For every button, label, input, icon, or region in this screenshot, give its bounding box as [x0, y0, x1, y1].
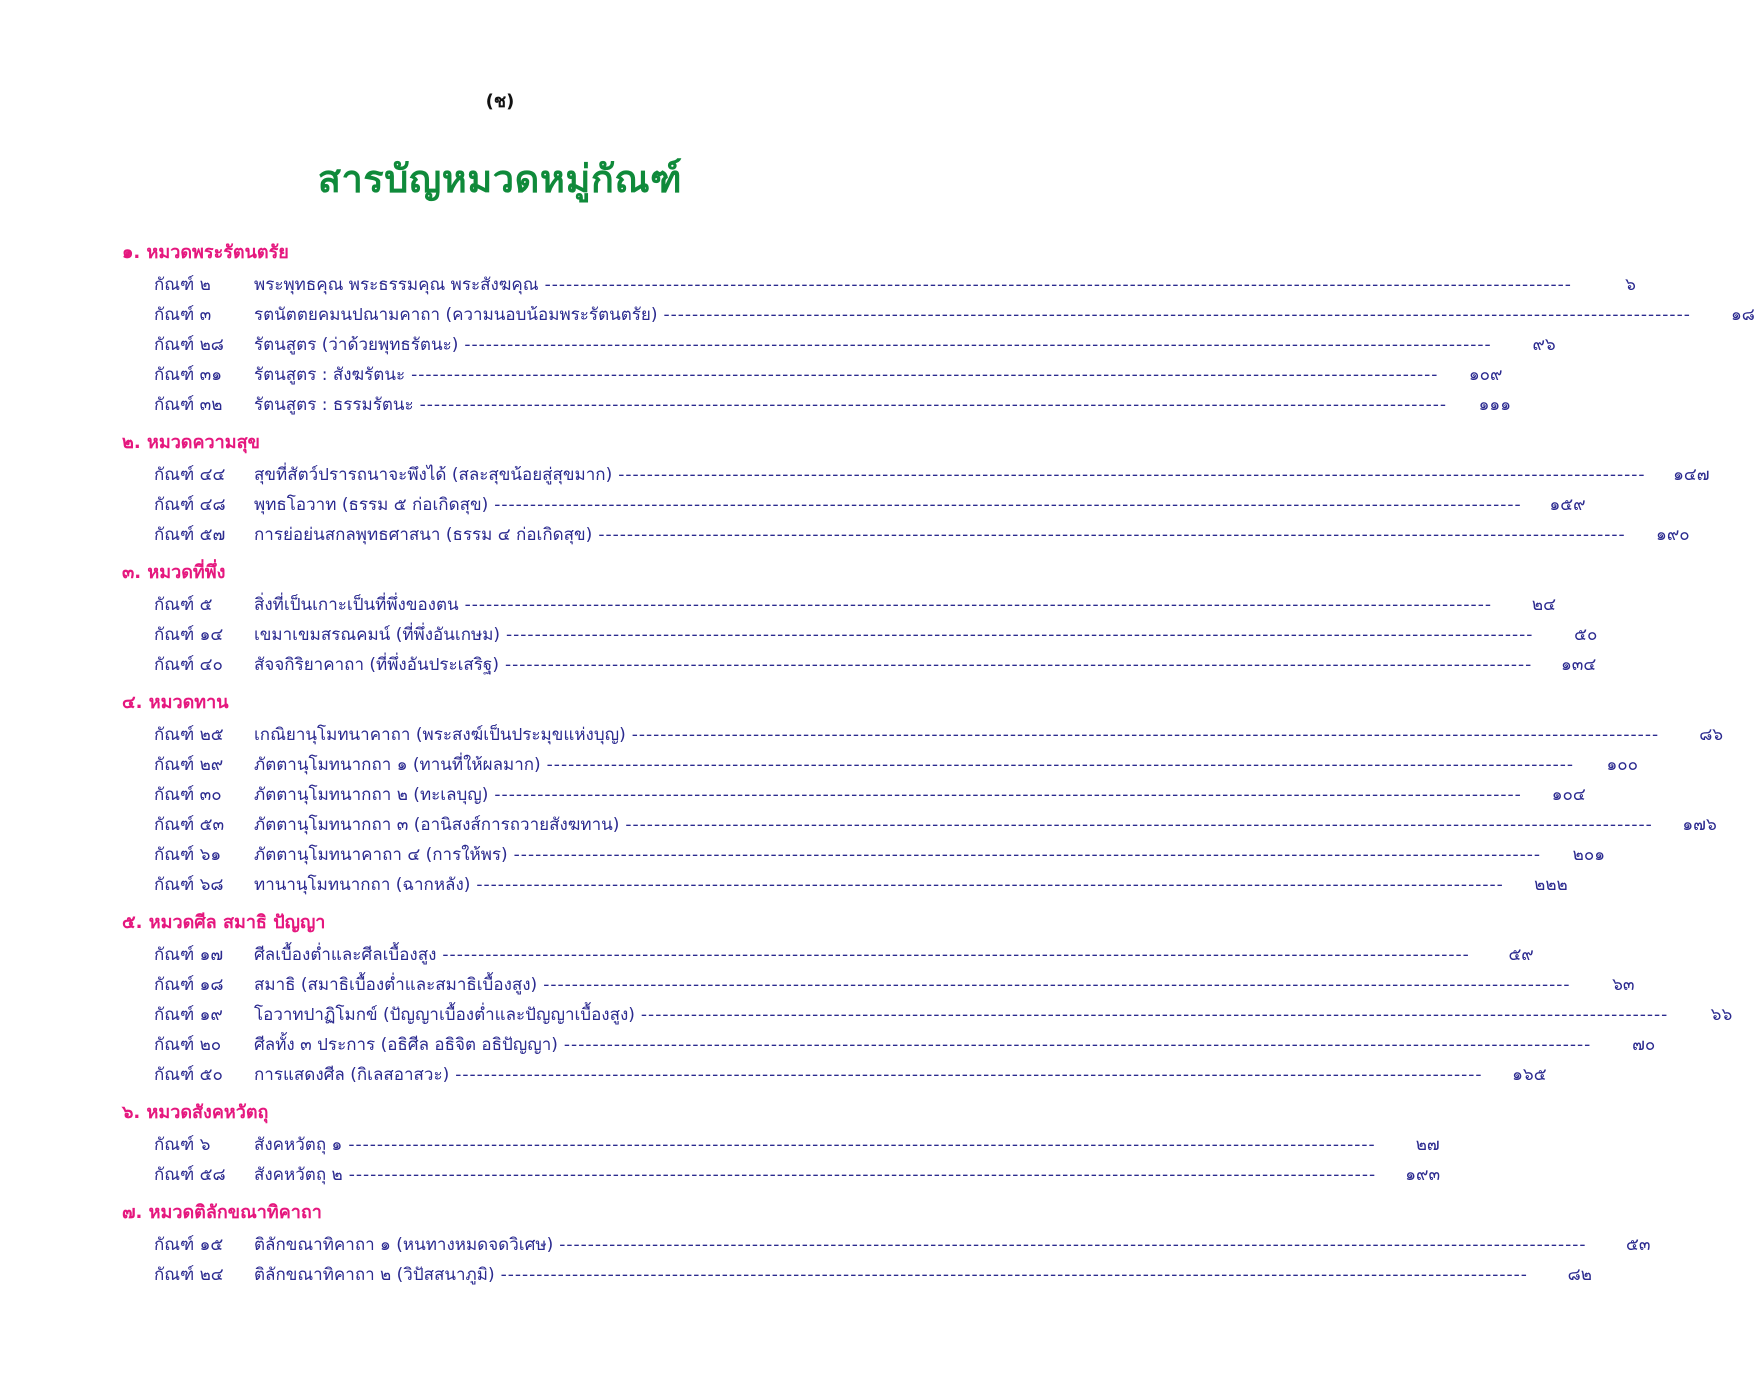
entry-label: กัณฑ์ ๕๓	[154, 815, 225, 835]
page-title: สารบัญหมวดหมู่กัณฑ์	[317, 157, 683, 201]
entry-leader	[625, 810, 1652, 840]
entry-title: สัจจกิริยาคาถา (ที่พึ่งอันประเสริฐ)	[254, 655, 499, 675]
entry-page: ๕๙	[1508, 945, 1534, 965]
entry-leader	[442, 940, 1469, 970]
toc-entry[interactable]	[122, 1000, 1733, 1030]
toc-entry[interactable]	[122, 1030, 1656, 1060]
toc-entry[interactable]	[122, 300, 1755, 330]
entry-title: สิ่งที่เป็นเกาะเป็นที่พึ่งของตน	[254, 595, 459, 615]
entry-title: รตนัตตยคมนปณามคาถา (ความนอบน้อมพระรัตนตรัย)	[254, 305, 658, 325]
entry-page: ๒๗	[1415, 1135, 1440, 1155]
entry-leader	[494, 490, 1521, 520]
toc-entry[interactable]	[122, 490, 1586, 520]
entry-label: กัณฑ์ ๒๔	[154, 1265, 224, 1285]
entry-title: การย่อย่นสกลพุทธศาสนา (ธรรม ๔ ก่อเกิดสุข)	[254, 525, 593, 545]
entry-label: กัณฑ์ ๖๑	[154, 845, 222, 865]
entry-label: กัณฑ์ ๔๔	[154, 465, 226, 485]
toc-section	[122, 1196, 1651, 1290]
section-heading: ๓. หมวดที่พึ่ง	[122, 562, 226, 583]
entry-label: กัณฑ์ ๓	[154, 305, 212, 325]
entry-leader	[505, 650, 1532, 680]
entry-label: กัณฑ์ ๕๘	[154, 1165, 226, 1185]
entry-page: ๑๖๕	[1512, 1065, 1547, 1085]
entry-page: ๑๗๖	[1682, 815, 1717, 835]
entry-leader	[420, 390, 1447, 420]
entry-title: ศีลเบื้องต่ำและศีลเบื้องสูง	[254, 945, 437, 965]
toc-entry[interactable]	[122, 1060, 1547, 1090]
entry-page: ๖๓	[1612, 975, 1635, 995]
toc-entry[interactable]	[122, 590, 1556, 620]
entry-title: ภัตตานุโมทนากถา ๓ (อานิสงส์การถวายสังฆทาน)	[254, 815, 620, 835]
section-heading: ๕. หมวดศีล สมาธิ ปัญญา	[122, 912, 326, 933]
toc-section	[122, 686, 1724, 900]
entry-label: กัณฑ์ ๓๒	[154, 395, 223, 415]
entry-leader	[618, 460, 1645, 490]
section-heading: ๔. หมวดทาน	[122, 692, 229, 713]
entry-label: กัณฑ์ ๑๔	[154, 625, 224, 645]
entry-leader	[494, 780, 1521, 810]
entry-title: พระพุทธคุณ พระธรรมคุณ พระสังฆคุณ	[254, 275, 539, 295]
entry-title: พุทธโอวาท (ธรรม ๕ ก่อเกิดสุข)	[254, 495, 489, 515]
toc-entry[interactable]	[122, 360, 1503, 390]
entry-label: กัณฑ์ ๖๘	[154, 875, 224, 895]
entry-label: กัณฑ์ ๔๐	[154, 655, 223, 675]
entry-page: ๗๐	[1632, 1035, 1656, 1055]
entry-label: กัณฑ์ ๓๑	[154, 365, 222, 385]
entry-leader	[543, 970, 1570, 1000]
entry-label: กัณฑ์ ๕๗	[154, 525, 226, 545]
entry-page: ๑๓๔	[1561, 655, 1597, 675]
entry-leader	[514, 840, 1541, 870]
section-heading: ๗. หมวดติลักขณาทิคาถา	[122, 1202, 322, 1223]
entry-label: กัณฑ์ ๑๕	[154, 1235, 224, 1255]
page-number: (ช)	[485, 91, 515, 112]
entry-leader	[545, 270, 1572, 300]
toc-entry[interactable]	[122, 1130, 1440, 1160]
entry-title: รัตนสูตร : ธรรมรัตนะ	[254, 395, 414, 415]
entry-label: กัณฑ์ ๓๐	[154, 785, 222, 805]
entry-leader	[501, 1260, 1528, 1290]
entry-page: ๑๙๐	[1656, 525, 1690, 545]
entry-page: ๕๐	[1574, 625, 1598, 645]
entry-title: สังคหวัตถุ ๑	[254, 1135, 343, 1155]
toc-entry[interactable]	[122, 1230, 1651, 1260]
entry-title: สังคหวัตถุ ๒	[254, 1165, 343, 1185]
entry-title: สุขที่สัตว์ปรารถนาจะพึงได้ (สละสุขน้อยสู่สุขมาก)	[254, 465, 613, 485]
entry-title: รัตนสูตร (ว่าด้วยพุทธรัตนะ)	[254, 335, 459, 355]
entry-label: กัณฑ์ ๑๗	[154, 945, 224, 965]
section-heading: ๑. หมวดพระรัตนตรัย	[122, 242, 289, 263]
entry-title: ติลักขณาทิคาถา ๒ (วิปัสสนาภูมิ)	[254, 1265, 495, 1285]
toc-section	[122, 556, 1598, 680]
entry-title: เกณิยานุโมทนาคาถา (พระสงฆ์เป็นประมุขแห่งบุญ)	[254, 725, 626, 745]
entry-label: กัณฑ์ ๑๘	[154, 975, 224, 995]
toc-entry[interactable]	[122, 520, 1690, 550]
toc-entry[interactable]	[122, 750, 1639, 780]
entry-title: ทานานุโมทนากถา (ฉากหลัง)	[254, 875, 471, 895]
entry-label: กัณฑ์ ๖	[154, 1135, 211, 1155]
entry-leader	[598, 520, 1625, 550]
toc-entry[interactable]	[122, 940, 1534, 970]
entry-label: กัณฑ์ ๒๘	[154, 335, 224, 355]
entry-leader	[641, 1000, 1668, 1030]
toc-entry[interactable]	[122, 620, 1598, 650]
entry-page: ๖	[1625, 275, 1636, 295]
toc-entry[interactable]	[122, 870, 1568, 900]
entry-leader	[547, 750, 1574, 780]
toc-entry[interactable]	[122, 780, 1586, 810]
entry-leader	[349, 1160, 1376, 1190]
entry-leader	[465, 590, 1492, 620]
toc-entry[interactable]	[122, 1160, 1441, 1190]
entry-page: ๖๖	[1710, 1005, 1733, 1025]
entry-page: ๘๖	[1699, 725, 1724, 745]
entry-title: รัตนสูตร : สังฆรัตนะ	[254, 365, 406, 385]
entry-leader	[464, 330, 1491, 360]
entry-page: ๘๒	[1567, 1265, 1592, 1285]
entry-page: ๑๐๙	[1468, 365, 1503, 385]
toc-entry[interactable]	[122, 390, 1511, 420]
entry-leader	[411, 360, 1438, 390]
entry-label: กัณฑ์ ๕	[154, 595, 213, 615]
toc-entry[interactable]	[122, 1260, 1592, 1290]
section-heading: ๒. หมวดความสุข	[122, 432, 260, 453]
entry-page: ๙๖	[1532, 335, 1556, 355]
entry-leader	[506, 620, 1533, 650]
entry-page: ๒๐๑	[1572, 845, 1606, 865]
entry-leader	[476, 870, 1503, 900]
toc-entry[interactable]	[122, 650, 1597, 680]
toc-entry[interactable]	[122, 720, 1724, 750]
entry-label: กัณฑ์ ๑๙	[154, 1005, 223, 1025]
entry-title: ภัตตานุโมทนาคาถา ๔ (การให้พร)	[254, 845, 508, 865]
entry-leader	[559, 1230, 1586, 1260]
section-heading: ๖. หมวดสังคหวัตถุ	[122, 1102, 269, 1123]
toc-entry[interactable]	[122, 970, 1635, 1000]
entry-leader	[564, 1030, 1591, 1060]
entry-title: ภัตตานุโมทนากถา ๑ (ทานที่ให้ผลมาก)	[254, 755, 541, 775]
table-of-contents	[122, 236, 1755, 1296]
entry-label: กัณฑ์ ๒	[154, 275, 211, 295]
entry-title: สมาธิ (สมาธิเบื้องต่ำและสมาธิเบื้องสูง)	[254, 975, 538, 995]
entry-label: กัณฑ์ ๒๙	[154, 755, 224, 775]
entry-title: เขมาเขมสรณคมน์ (ที่พึ่งอันเกษม)	[254, 625, 501, 645]
entry-leader	[455, 1060, 1482, 1090]
entry-title: ติลักขณาทิคาถา ๑ (หนทางหมดจดวิเศษ)	[254, 1235, 554, 1255]
entry-leader	[664, 300, 1691, 330]
toc-entry[interactable]	[122, 270, 1636, 300]
toc-section	[122, 1096, 1441, 1190]
entry-title: ภัตตานุโมทนากถา ๒ (ทะเลบุญ)	[254, 785, 489, 805]
entry-leader	[348, 1130, 1375, 1160]
entry-page: ๒๔	[1531, 595, 1556, 615]
entry-page: ๑๘	[1730, 305, 1755, 325]
entry-title: ศีลทั้ง ๓ ประการ (อธิศีล อธิจิต อธิปัญญา)	[254, 1035, 558, 1055]
entry-title: การแสดงศีล (กิเลสอาสวะ)	[254, 1065, 450, 1085]
entry-page: ๕๓	[1626, 1235, 1651, 1255]
entry-label: กัณฑ์ ๒๐	[154, 1035, 222, 1055]
entry-title: โอวาทปาฏิโมกข์ (ปัญญาเบื้องต่ำและปัญญาเบื้องสูง)	[254, 1005, 635, 1025]
toc-section	[122, 906, 1733, 1090]
entry-label: กัณฑ์ ๔๘	[154, 495, 226, 515]
entry-page: ๒๒๒	[1534, 875, 1568, 895]
entry-label: กัณฑ์ ๕๐	[154, 1065, 223, 1085]
entry-page: ๑๑๑	[1478, 395, 1511, 415]
toc-section	[122, 426, 1710, 550]
entry-page: ๑๔๗	[1673, 465, 1710, 485]
entry-page: ๑๐๔	[1551, 785, 1586, 805]
entry-label: กัณฑ์ ๒๕	[154, 725, 224, 745]
entry-leader	[632, 720, 1659, 750]
toc-section	[122, 236, 1755, 420]
toc-entry[interactable]	[122, 460, 1710, 490]
toc-entry[interactable]	[122, 840, 1606, 870]
toc-entry[interactable]	[122, 810, 1717, 840]
toc-entry[interactable]	[122, 330, 1556, 360]
entry-page: ๑๙๓	[1405, 1165, 1441, 1185]
entry-page: ๑๕๙	[1549, 495, 1586, 515]
entry-page: ๑๐๐	[1606, 755, 1639, 775]
